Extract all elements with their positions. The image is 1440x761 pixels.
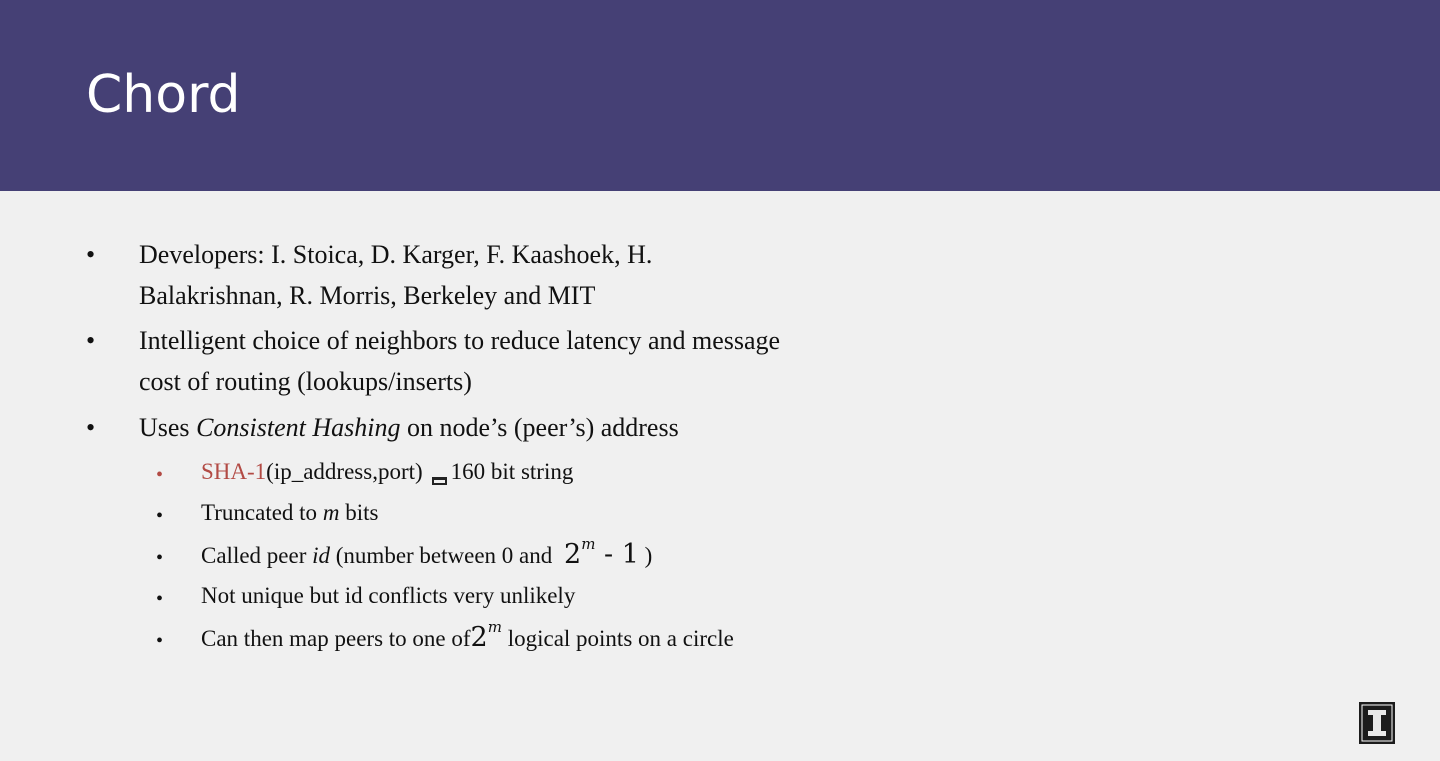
bullet-text: Uses xyxy=(139,413,197,442)
arrow-icon xyxy=(432,477,447,485)
hash-function-name: SHA-1 xyxy=(201,459,267,484)
sub-bullet-text: Truncated to xyxy=(201,500,323,525)
math-minus-one: - 1 xyxy=(595,539,639,570)
title-bar xyxy=(0,0,1440,191)
sub-bullet-icon: • xyxy=(156,505,164,527)
sub-bullet-text: ) xyxy=(638,543,653,568)
sub-bullet-icon: • xyxy=(156,588,164,610)
bullet-icon: • xyxy=(86,413,96,442)
math-exponent: m xyxy=(487,618,502,636)
sub-bullet-icon: • xyxy=(156,547,164,569)
bullet-text-line: Developers: I. Stoica, D. Karger, F. Kaashoek, H. xyxy=(139,240,653,269)
sub-bullet-text: (number between 0 and xyxy=(330,543,559,568)
sub-bullet-peer-id xyxy=(201,535,653,573)
sub-bullet-sha1 xyxy=(201,457,573,487)
sub-bullet-map xyxy=(201,618,734,656)
sub-bullet-text: Not unique but id conflicts very unlikely xyxy=(201,583,576,608)
bullet-icon: • xyxy=(86,240,96,269)
bullet-text: on node’s (peer’s) address xyxy=(400,413,679,442)
hash-args: (ip_address,port) xyxy=(266,459,423,484)
slide-title: Chord xyxy=(86,65,241,125)
variable-m: m xyxy=(322,500,340,525)
sub-bullet-icon: • xyxy=(156,630,164,652)
sub-bullet-text: bits xyxy=(339,500,379,525)
hash-result: 160 bit string xyxy=(450,459,574,484)
bullet-neighbors xyxy=(139,321,879,402)
bullet-icon: • xyxy=(86,326,96,355)
bullet-text-line: Balakrishnan, R. Morris, Berkeley and MIT xyxy=(139,280,596,310)
bullet-text-line: cost of routing (lookups/inserts) xyxy=(139,366,472,396)
university-logo-icon xyxy=(1359,702,1395,744)
variable-id: id xyxy=(312,543,331,568)
bullet-developers xyxy=(139,235,879,316)
sub-bullet-text: Can then map peers to one of xyxy=(201,626,471,651)
sub-bullet-icon: • xyxy=(156,464,164,486)
bullet-text-line: Intelligent choice of neighbors to reduce latency and message xyxy=(139,326,781,355)
math-exponent: m xyxy=(581,535,596,553)
sub-bullet-text: logical points on a circle xyxy=(501,626,734,651)
math-base: 2 xyxy=(470,622,488,653)
sub-bullet-text: Called peer xyxy=(201,543,313,568)
sub-bullet-unique xyxy=(201,581,575,611)
emphasis-text: Consistent Hashing xyxy=(196,413,401,442)
bullet-consistent-hashing xyxy=(139,408,879,449)
math-base: 2 xyxy=(564,539,582,570)
sub-bullet-truncated xyxy=(201,498,378,528)
